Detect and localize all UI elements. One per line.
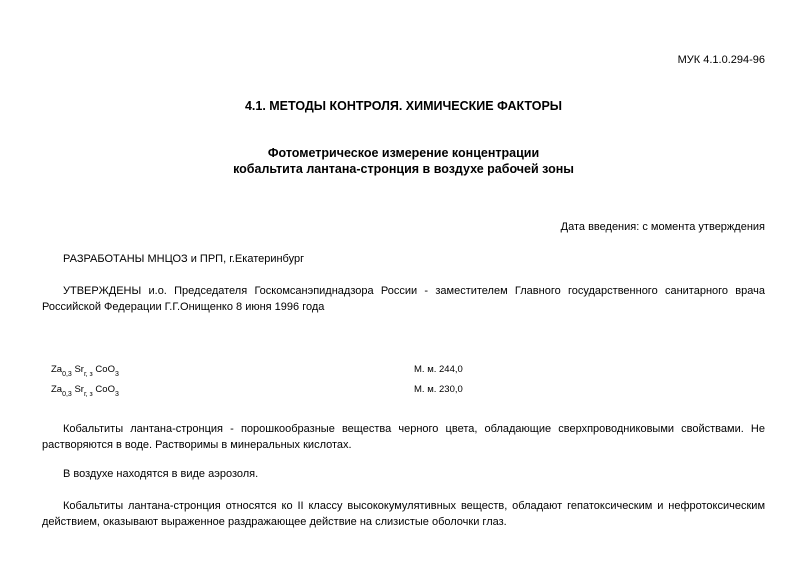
- paragraph-aerosol: В воздухе находятся в виде аэрозоля.: [63, 468, 259, 480]
- molecular-mass: М. м. 244,0: [414, 364, 463, 375]
- chemical-formula: $Za_{0,3}$ $Sr_{г, з}$ CoO$_3$: [51, 364, 119, 378]
- heading-line-2: кобальтита лантана-стронция в воздухе рабочей зоны: [233, 162, 574, 176]
- heading-line-1: Фотометрическое измерение концентрации: [267, 146, 540, 160]
- paragraph-properties: Кобальтиты лантана-стронция - порошкообразные вещества черного цвета, обладающие сверхпроводниковыми свойствами. Не растворяются в воде. Растворимы в минеральных кислотах.: [42, 423, 765, 451]
- developed-by: РАЗРАБОТАНЫ МНЦОЗ и ПРП, г.Екатеринбург: [63, 253, 305, 265]
- introduction-date: Дата введения: с момента утверждения: [560, 221, 765, 233]
- approved-by: УТВЕРЖДЕНЫ и.о. Председателя Госкомсанэпиднадзора России - заместителем Главного государственного санитарного врача Российской Федерации Г.Г.Онищенко 8 июня 1996 года: [42, 285, 765, 313]
- doc-code: МУК 4.1.0.294-96: [677, 54, 765, 66]
- molecular-mass: М. м. 230,0: [414, 384, 463, 395]
- document-heading: [0, 145, 807, 177]
- formula-row: [51, 384, 471, 400]
- formula-row: [51, 364, 471, 380]
- section-title: 4.1. МЕТОДЫ КОНТРОЛЯ. ХИМИЧЕСКИЕ ФАКТОРЫ: [244, 99, 563, 113]
- chemical-formula: $Za_{0,3}$ $Sr_{г, з}$ CoO$_3$: [51, 384, 119, 398]
- paragraph-toxicity: Кобальтиты лантана-стронция относятся ко II классу высококумулятивных веществ, обладают гепатоксическим и нефротоксическим действием, оказывают выраженное раздражающее действие на слизистые оболочки глаз.: [42, 500, 765, 528]
